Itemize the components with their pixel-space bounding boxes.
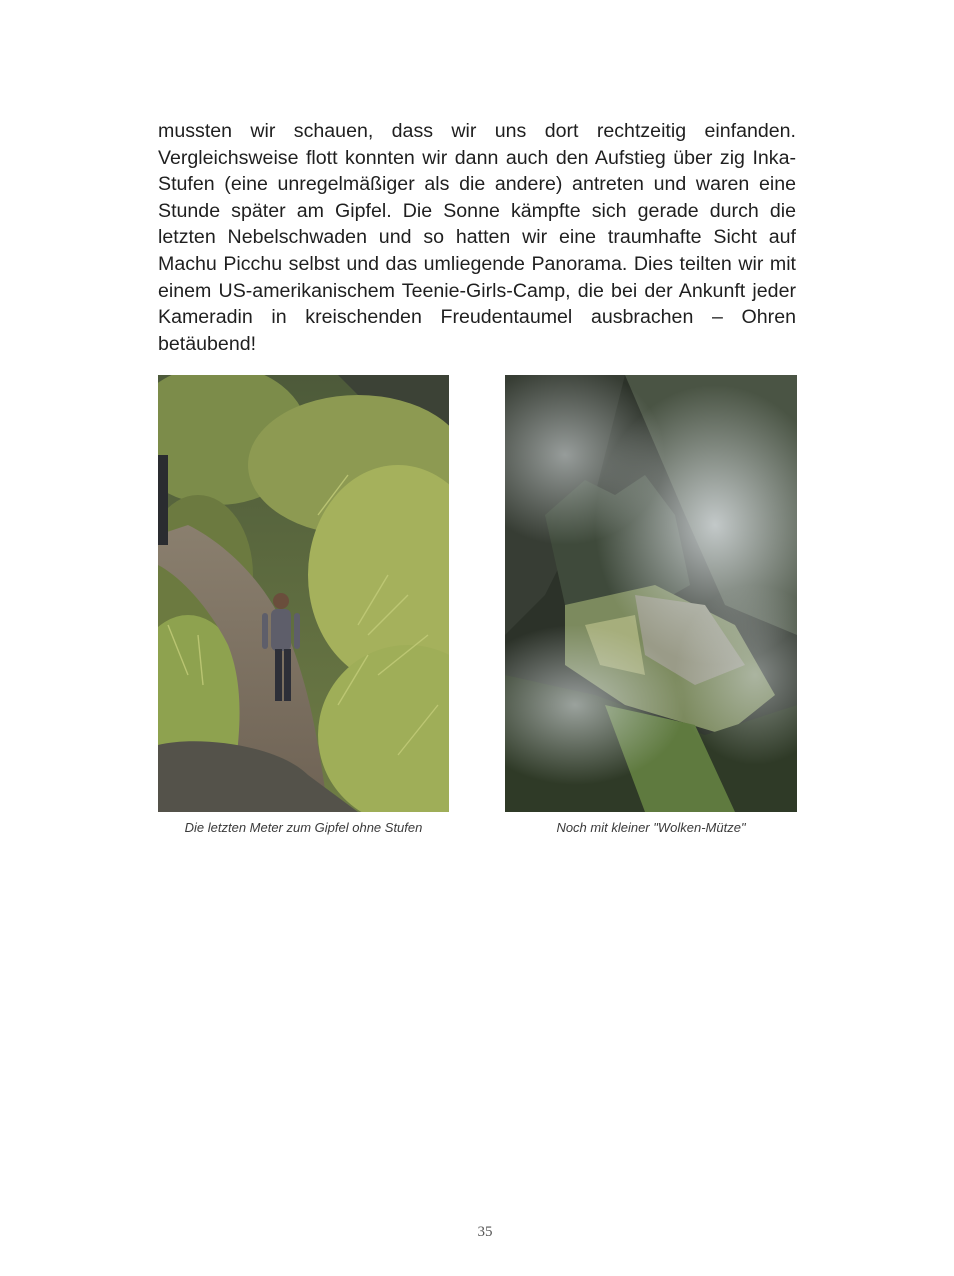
body-paragraph: mussten wir schauen, dass wir uns dort rechtzeitig einfanden. Vergleichsweise flott konnten wir dann auch den Aufstieg über zig Inka-Stufen (eine unregelmäßiger als die andere) antreten und waren eine Stunde später am Gipfel. Die Sonne kämpfte sich gerade durch die letzten Nebelschwaden und so hatten wir eine traumhafte Sicht auf Machu Picchu selbst und das umliegende Panorama. Dies teilten wir mit einem US-amerikanischem Teenie-Girls-Camp, die bei der Ankunft jeder Kameradin in kreischenden Freudentaumel ausbrachen – Ohren betäubend! <box>158 120 796 355</box>
figure-caption: Die letzten Meter zum Gipfel ohne Stufen <box>184 820 423 835</box>
page-number: 35 <box>477 1224 493 1240</box>
photo-hiker-trail <box>158 375 449 812</box>
photo-machu-picchu-clouds <box>505 375 797 812</box>
figure-caption: Noch mit kleiner "Wolken-Mütze" <box>556 820 746 835</box>
